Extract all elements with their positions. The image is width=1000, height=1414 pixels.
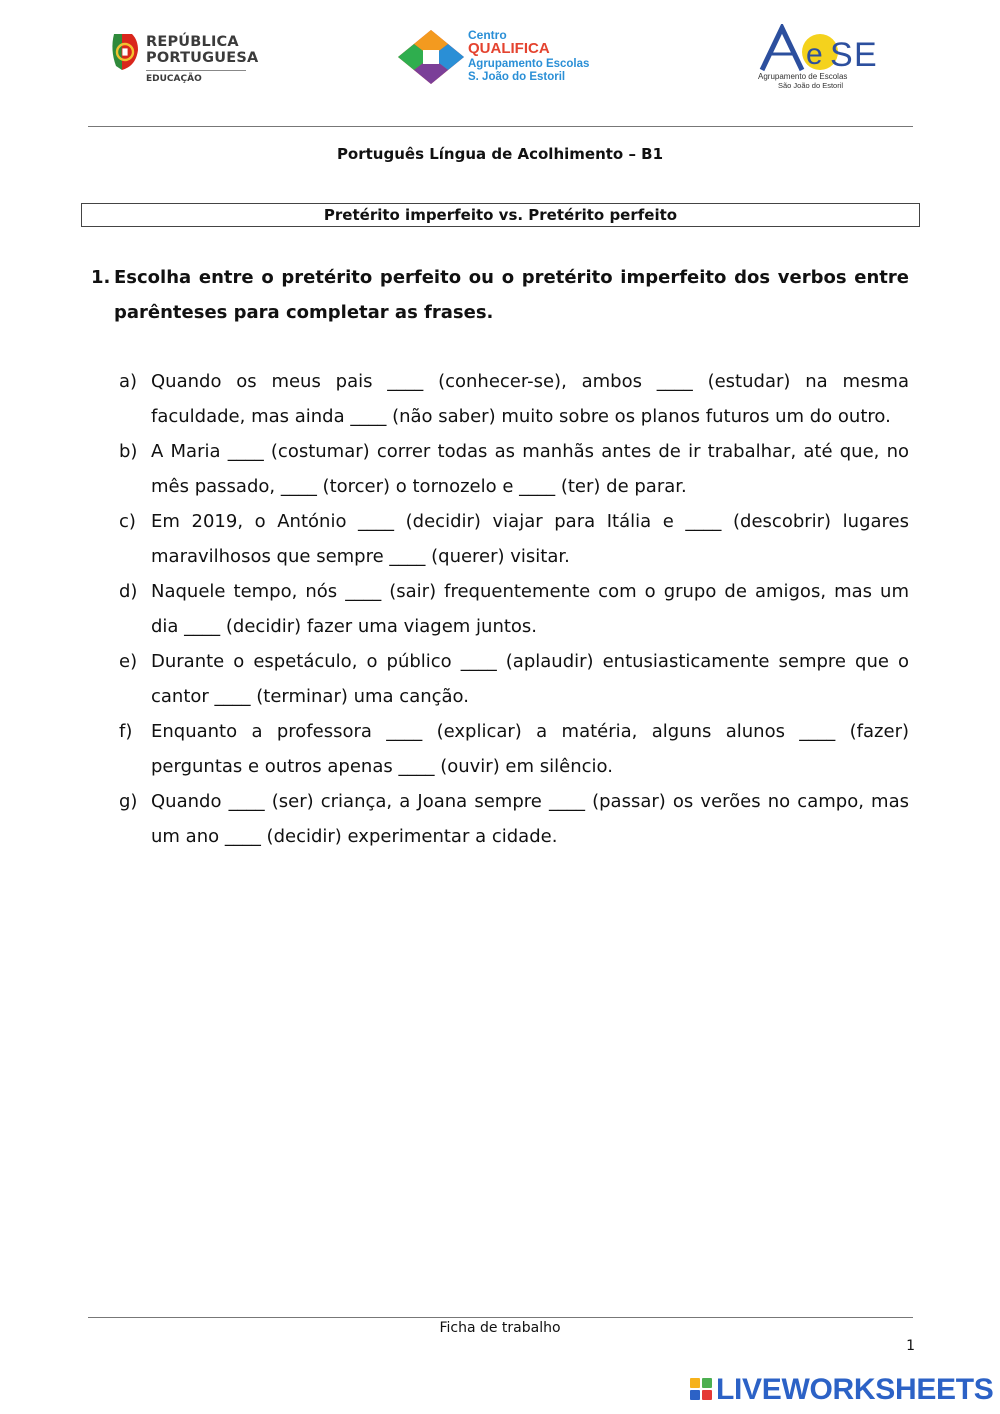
topic-title-box: Pretérito imperfeito vs. Pretérito perfeito: [81, 203, 920, 227]
item-sentence: Quando os meus pais ____ (conhecer-se), ambos ____ (estudar) na mesma faculdade, mas ainda ____ (não saber) muito sobre os planos futuros um do outro.: [151, 371, 909, 427]
item-letter: c): [119, 511, 136, 532]
list-item: [119, 504, 909, 574]
item-letter: g): [119, 791, 138, 812]
educacao-label: EDUCAÇÃO: [146, 74, 202, 84]
centro-qualifica-logo: [396, 28, 611, 88]
aese-line2: São João do Estoril: [778, 81, 844, 90]
svg-text:E: E: [854, 36, 877, 74]
svg-text:e: e: [806, 38, 823, 71]
qualifica-line4: S. João do Estoril: [468, 71, 566, 83]
item-sentence: Quando ____ (ser) criança, a Joana sempre ____ (passar) os verões no campo, mas um ano ____ (decidir) experimentar a cidade.: [151, 791, 909, 847]
liveworksheets-watermark[interactable]: [690, 1372, 994, 1408]
qualifica-line1: Centro: [468, 28, 507, 42]
header-divider: [88, 126, 913, 127]
item-letter: f): [119, 721, 133, 742]
liveworksheets-wordmark: LIVEWORKSHEETS: [716, 1373, 994, 1406]
list-item: [119, 364, 909, 434]
list-item: [119, 714, 909, 784]
qualifica-line3: Agrupamento Escolas: [468, 58, 590, 70]
coat-of-arms-icon: [108, 30, 142, 74]
item-sentence: Naquele tempo, nós ____ (sair) frequentemente com o grupo de amigos, mas um dia ____ (decidir) fazer uma viagem juntos.: [151, 581, 909, 637]
list-item: [119, 434, 909, 504]
aese-mark-icon: [756, 24, 886, 74]
item-letter: e): [119, 651, 138, 672]
list-item: [119, 644, 909, 714]
qualifica-line2: QUALIFICA: [468, 40, 550, 57]
exercise-list: [119, 364, 909, 854]
item-letter: b): [119, 441, 138, 462]
item-sentence: Em 2019, o António ____ (decidir) viajar para Itália e ____ (descobrir) lugares maravilhosos que sempre ____ (querer) visitar.: [151, 511, 909, 567]
item-sentence: A Maria ____ (costumar) correr todas as manhãs antes de ir trabalhar, até que, no mês passado, ____ (torcer) o tornozelo e ____ (ter) de parar.: [151, 441, 909, 497]
footer-divider: [88, 1317, 913, 1318]
republica-portuguesa-logo: [108, 30, 258, 86]
footer-text: Ficha de trabalho: [439, 1320, 561, 1336]
list-item: [119, 574, 909, 644]
item-sentence: Enquanto a professora ____ (explicar) a matéria, alguns alunos ____ (fazer) perguntas e outros apenas ____ (ouvir) em silêncio.: [151, 721, 909, 777]
aese-logo: [756, 24, 886, 96]
republica-logo-text: REPÚBLICA PORTUGUESA: [146, 34, 259, 66]
qualifica-diamond-icon: [396, 28, 466, 86]
svg-text:S: S: [830, 36, 853, 74]
page-number: 1: [906, 1338, 915, 1354]
item-sentence: Durante o espetáculo, o público ____ (aplaudir) entusiasticamente sempre que o cantor ____ (terminar) uma canção.: [151, 651, 909, 707]
exercise-instruction: [91, 260, 909, 330]
aese-line1: Agrupamento de Escolas: [758, 72, 848, 81]
instruction-text: Escolha entre o pretérito perfeito ou o pretérito imperfeito dos verbos entre parênteses para completar as frases.: [114, 267, 909, 323]
item-letter: d): [119, 581, 138, 602]
instruction-number: 1.: [91, 267, 111, 288]
item-letter: a): [119, 371, 138, 392]
list-item: [119, 784, 909, 854]
liveworksheets-blocks-icon: [690, 1378, 714, 1402]
course-title: Português Língua de Acolhimento – B1: [336, 145, 664, 163]
